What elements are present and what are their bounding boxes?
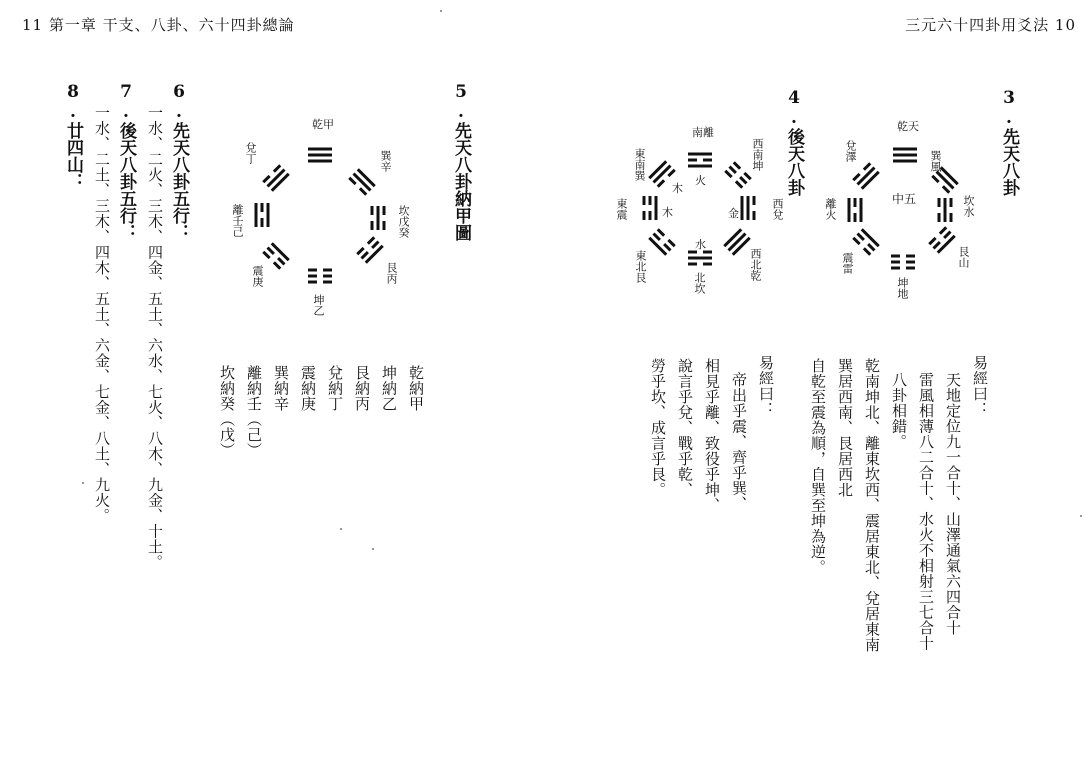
trigram-gen-northeast [649,229,674,254]
diagram5-label-xun: 巽辛 [379,150,392,172]
diagram3-label-gen: 艮山 [957,246,970,268]
trigram-zhen-east [644,196,656,220]
diagram4-label-east-zhen: 東震 [615,198,628,220]
trigram-dui-west [742,196,754,220]
trigram-xun-southeast [649,161,674,186]
diagram3-label-zhen: 震雷 [841,252,854,274]
section-6-heading: 6.先天八卦五行： [169,82,189,241]
section-5-list-item-1: 乾納甲 [407,365,425,412]
trigram-kan-north [688,252,712,264]
diagram5-label-kan: 坎戊癸 [397,205,410,238]
diagram3-label-dui: 兌澤 [844,140,857,162]
section-3-line-4: 乾南坤北、離東坎西、震居東北、兌居東南 [863,358,881,653]
section-5-list-item-2: 坤納乙 [380,365,398,412]
trigram-li-south [688,154,712,166]
diagram4-label-southwest-kun: 西南坤 [751,138,764,171]
diagram3-center-label: 中五 [892,192,917,206]
diagram4-label-wood-southeast: 木 [672,182,683,195]
diagram4-label-water: 水 [695,238,706,251]
diagram4-label-southeast-xun: 東南巽 [633,148,646,181]
section-3-heading: 3.先天八卦 [999,88,1019,196]
scan-speck [1080,515,1082,517]
section-3-intro: 易經曰： [971,355,989,417]
diagram3-label-li: 離火 [824,198,837,220]
diagram4-label-metal: 金 [728,207,739,220]
trigram-li [849,198,861,222]
trigram-kun-yi [308,270,332,282]
trigram-zhen [853,229,878,254]
trigram-kan-wugui [372,206,384,230]
trigram-li-renji [256,203,268,227]
page-header-left: 11 第一章 干支、八卦、六十四卦總論 [22,16,295,34]
diagram4-label-northeast-gen: 東北艮 [634,250,647,283]
section-5-heading: 5.先天八卦納甲圖 [451,82,471,241]
diagram4-label-north-kan: 北坎 [693,272,706,294]
section-3-line-6: 自乾至震為順，自巽至坤為逆。 [809,358,827,575]
section-3-line-3: 八卦相錯。 [890,372,908,450]
trigram-dui-ding [263,165,288,190]
diagram5-label-zhen: 震庚 [251,265,264,287]
trigram-xun-xin [349,169,374,194]
diagram4-label-south-li: 南離 [692,126,714,139]
trigram-qian-northwest [724,229,749,254]
section-4-line-3: 說言乎兌、戰乎乾、 [676,358,694,498]
section-4-intro: 易經曰： [757,355,775,417]
section-6-text: 一水、二火、三木、四金、五土、六水、七火、八木、九金、十土。 [146,105,164,570]
section-4-line-2: 相見乎離、致役乎坤、 [703,358,721,513]
scan-speck [372,548,374,550]
section-8-heading: 8.廿四山： [63,82,83,190]
diagram4-label-west-dui: 西兌 [771,198,784,220]
diagram4-label-fire: 火 [695,174,706,187]
diagram5-label-li: 離壬己 [231,204,244,237]
diagram5-label-dui: 兌丁 [244,142,257,164]
section-5-list-item-3: 艮納丙 [353,365,371,412]
scan-speck [82,482,84,484]
section-5-trigram-diagram [256,149,384,282]
diagram4-label-wood-east: 木 [662,206,673,219]
section-5-list-item-7: 離納壬（己） [245,365,263,458]
section-3-line-5: 巽居西南、艮居西北 [836,358,854,498]
diagram3-label-kun: 坤地 [896,277,909,299]
diagram5-label-kun: 坤乙 [312,294,325,316]
diagram4-label-northwest-qian: 西北乾 [749,248,762,281]
scan-speck [340,528,342,530]
diagram5-label-qian: 乾甲 [312,118,334,131]
section-4-line-1: 帝出乎震、齊乎巽、 [730,372,748,512]
trigram-kan [939,198,951,222]
trigram-kun-southwest [725,162,750,187]
trigram-gen [929,227,954,252]
section-7-text: 一水、二土、三木、四木、五土、六金、七金、八土、九火。 [93,105,111,524]
section-7-heading: 7.後天八卦五行： [116,82,136,241]
section-5-list-item-5: 震納庚 [299,365,317,412]
trigram-qian-jia [308,149,332,161]
section-5-list-item-6: 巽納辛 [272,365,290,412]
section-3-line-2: 雷風相薄八二合十、水火不相射三七合十 [917,372,935,651]
trigram-dui [853,163,878,188]
diagram3-label-xun: 巽風 [929,150,942,172]
section-3-line-1: 天地定位九一合十、山澤通氣六四合十 [944,372,962,636]
diagram3-label-kan: 坎水 [962,195,975,217]
trigram-zhen-geng [263,243,288,268]
diagram5-label-gen: 艮丙 [385,262,398,284]
scan-speck [440,10,442,12]
trigram-kun [891,256,915,268]
section-4-line-4: 勞乎坎、成言乎艮。 [649,358,667,498]
section-5-list-item-8: 坎納癸（戊） [218,365,236,458]
diagram3-label-qian: 乾天 [897,120,919,133]
trigram-qian [893,149,917,161]
section-5-list-item-4: 兌納丁 [326,365,344,412]
trigram-gen-bing [357,237,382,262]
page-header-right: 三元六十四卦用爻法 10 [905,16,1076,34]
section-4-heading: 4.後天八卦 [784,88,804,196]
